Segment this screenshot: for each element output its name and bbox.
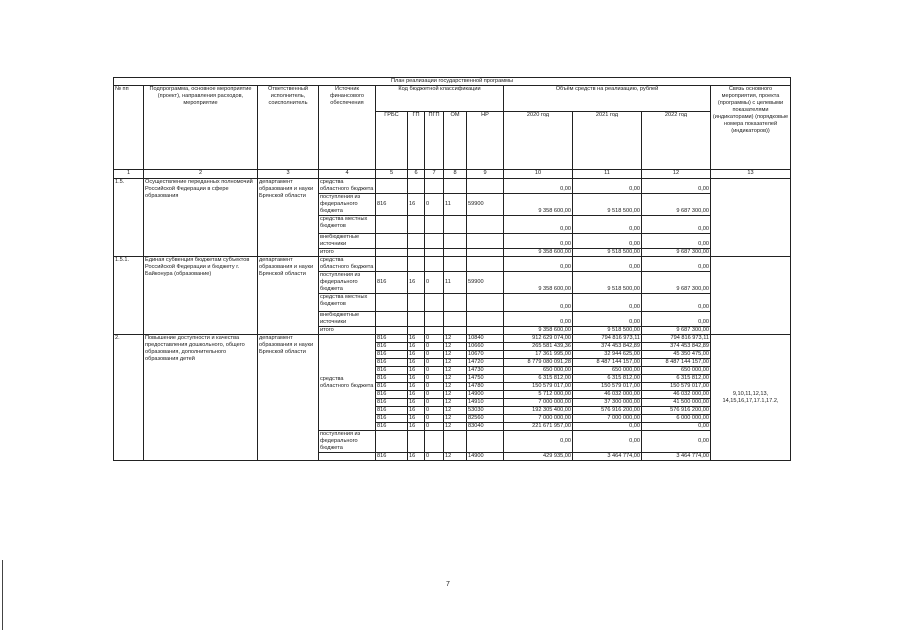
grbs-code	[376, 234, 408, 249]
nr-code: 14730	[467, 367, 504, 375]
om-code: 12	[444, 343, 467, 351]
grbs-code: 816	[376, 272, 408, 294]
gp-code	[408, 249, 425, 257]
amount-2021: 37 300 000,00	[573, 399, 642, 407]
amount-2020: 0,00	[504, 234, 573, 249]
amount-2020: 0,00	[504, 257, 573, 272]
grbs-code: 816	[376, 351, 408, 359]
colnum-cell: 12	[642, 170, 711, 179]
pgp-code	[425, 257, 444, 272]
amount-2020: 650 000,00	[504, 367, 573, 375]
gp-code	[408, 179, 425, 194]
om-code: 11	[444, 194, 467, 216]
nr-code: 14780	[467, 383, 504, 391]
grbs-code: 816	[376, 407, 408, 415]
header-pgp: ПГП	[425, 112, 444, 170]
gp-code: 16	[408, 367, 425, 375]
funding-source: средства областного бюджета	[319, 335, 376, 431]
om-code: 12	[444, 391, 467, 399]
pgp-code: 0	[425, 335, 444, 343]
nr-code: 59900	[467, 194, 504, 216]
nr-code	[467, 257, 504, 272]
gp-code: 16	[408, 335, 425, 343]
nr-code: 82560	[467, 415, 504, 423]
pgp-code: 0	[425, 343, 444, 351]
funding-source: поступления из федерального бюджета	[319, 272, 376, 294]
om-code: 12	[444, 351, 467, 359]
nr-code: 14900	[467, 391, 504, 399]
amount-2021: 7 000 000,00	[573, 415, 642, 423]
pgp-code	[425, 294, 444, 312]
amount-2021: 3 464 774,00	[573, 453, 642, 461]
pgp-code: 0	[425, 423, 444, 431]
colnum-cell: 9	[467, 170, 504, 179]
nr-code: 14750	[467, 375, 504, 383]
funding-source: внебюджетные источники	[319, 234, 376, 249]
funding-source: итого	[319, 327, 376, 335]
amount-2022: 576 916 200,00	[642, 407, 711, 415]
indicator-link	[711, 257, 791, 335]
pgp-code	[425, 327, 444, 335]
gp-code: 16	[408, 375, 425, 383]
gp-code	[408, 216, 425, 234]
amount-2022: 41 500 000,00	[642, 399, 711, 407]
grbs-code	[376, 257, 408, 272]
amount-2020: 9 358 600,00	[504, 194, 573, 216]
header-year-2022: 2022 год	[642, 112, 711, 170]
amount-2021: 9 518 500,00	[573, 249, 642, 257]
gp-code: 16	[408, 407, 425, 415]
gp-code	[408, 327, 425, 335]
om-code	[444, 312, 467, 327]
amount-2022: 6 315 812,00	[642, 375, 711, 383]
amount-2020: 9 358 600,00	[504, 327, 573, 335]
amount-2020: 0,00	[504, 216, 573, 234]
nr-code: 59900	[467, 272, 504, 294]
amount-2021: 0,00	[573, 216, 642, 234]
amount-2022: 9 687 300,00	[642, 249, 711, 257]
colnum-cell: 10	[504, 170, 573, 179]
amount-2021: 150 579 017,00	[573, 383, 642, 391]
grbs-code: 816	[376, 423, 408, 431]
amount-2020: 7 000 000,00	[504, 399, 573, 407]
amount-2020: 265 581 439,36	[504, 343, 573, 351]
amount-2020: 0,00	[504, 431, 573, 453]
header-budget-code: Код бюджетной классификации	[376, 86, 504, 112]
empty-code-cell	[376, 431, 408, 453]
amount-2020: 150 579 017,00	[504, 383, 573, 391]
grbs-code	[376, 249, 408, 257]
grbs-code: 816	[376, 343, 408, 351]
amount-2022: 0,00	[642, 431, 711, 453]
amount-2020: 6 315 812,00	[504, 375, 573, 383]
nr-code	[467, 249, 504, 257]
amount-2020: 9 358 600,00	[504, 272, 573, 294]
nr-code: 83040	[467, 423, 504, 431]
pgp-code	[425, 179, 444, 194]
amount-2022: 45 350 475,00	[642, 351, 711, 359]
om-code	[444, 234, 467, 249]
om-code: 12	[444, 375, 467, 383]
implementation-plan-table	[113, 77, 791, 461]
header-volume: Объём средств на реализацию, рублей	[504, 86, 711, 112]
amount-2022: 8 487 144 157,00	[642, 359, 711, 367]
gp-code	[408, 257, 425, 272]
funding-source	[319, 453, 376, 461]
nr-code: 10840	[467, 335, 504, 343]
pgp-code: 0	[425, 375, 444, 383]
scan-margin-line	[2, 560, 3, 630]
header-grbs: ГРБС	[376, 112, 408, 170]
grbs-code: 816	[376, 359, 408, 367]
nr-code	[467, 179, 504, 194]
funding-source: средства областного бюджета	[319, 257, 376, 272]
table-row	[114, 257, 791, 272]
amount-2021: 0,00	[573, 257, 642, 272]
amount-2021: 9 518 500,00	[573, 272, 642, 294]
amount-2020: 9 358 600,00	[504, 249, 573, 257]
pgp-code: 0	[425, 359, 444, 367]
empty-code-cell	[444, 431, 467, 453]
amount-2022: 6 000 000,00	[642, 415, 711, 423]
funding-source: средства местных бюджетов	[319, 294, 376, 312]
colnum-cell: 6	[408, 170, 425, 179]
amount-2020: 912 629 074,00	[504, 335, 573, 343]
gp-code: 16	[408, 423, 425, 431]
om-code	[444, 249, 467, 257]
pgp-code: 0	[425, 272, 444, 294]
amount-2022: 0,00	[642, 216, 711, 234]
amount-2021: 0,00	[573, 179, 642, 194]
amount-2020: 0,00	[504, 294, 573, 312]
pgp-code	[425, 312, 444, 327]
amount-2022: 374 453 842,89	[642, 343, 711, 351]
amount-2020: 5 712 000,00	[504, 391, 573, 399]
amount-2021: 576 916 200,00	[573, 407, 642, 415]
om-code	[444, 294, 467, 312]
colnum-cell: 3	[258, 170, 319, 179]
activity-name: Осуществление переданных полномочий Российской Федерации в сфере образования	[144, 179, 258, 257]
table-row	[114, 335, 791, 343]
pgp-code	[425, 234, 444, 249]
nr-code: 53030	[467, 407, 504, 415]
empty-code-cell	[467, 431, 504, 453]
grbs-code	[376, 216, 408, 234]
amount-2021: 374 453 842,89	[573, 343, 642, 351]
amount-2021: 650 000,00	[573, 367, 642, 375]
pgp-code	[425, 249, 444, 257]
responsible-executor: департамент образования и науки Брянской области	[258, 257, 319, 335]
amount-2022: 0,00	[642, 423, 711, 431]
amount-2021: 0,00	[573, 294, 642, 312]
amount-2022: 650 000,00	[642, 367, 711, 375]
gp-code: 16	[408, 383, 425, 391]
nr-code	[467, 216, 504, 234]
funding-source: итого	[319, 249, 376, 257]
amount-2021: 0,00	[573, 312, 642, 327]
nr-code: 10670	[467, 351, 504, 359]
gp-code: 16	[408, 351, 425, 359]
header-year-2021: 2021 год	[573, 112, 642, 170]
grbs-code: 816	[376, 415, 408, 423]
header-source: Источник финансового обеспечения	[319, 86, 376, 170]
amount-2022: 0,00	[642, 312, 711, 327]
nr-code	[467, 312, 504, 327]
funding-source: средства областного бюджета	[319, 179, 376, 194]
pgp-code: 0	[425, 407, 444, 415]
grbs-code	[376, 312, 408, 327]
gp-code: 16	[408, 343, 425, 351]
header-gp: ГП	[408, 112, 425, 170]
pgp-code: 0	[425, 453, 444, 461]
amount-2020: 0,00	[504, 312, 573, 327]
om-code: 12	[444, 359, 467, 367]
om-code: 12	[444, 423, 467, 431]
grbs-code: 816	[376, 367, 408, 375]
nr-code: 14900	[467, 453, 504, 461]
amount-2022: 9 687 300,00	[642, 194, 711, 216]
om-code	[444, 216, 467, 234]
grbs-code	[376, 327, 408, 335]
colnum-cell: 11	[573, 170, 642, 179]
grbs-code: 816	[376, 335, 408, 343]
amount-2021: 9 518 500,00	[573, 327, 642, 335]
row-number: 1.5.	[114, 179, 144, 257]
amount-2021: 0,00	[573, 423, 642, 431]
amount-2020: 192 305 400,00	[504, 407, 573, 415]
amount-2020: 0,00	[504, 179, 573, 194]
colnum-cell: 4	[319, 170, 376, 179]
om-code: 12	[444, 399, 467, 407]
amount-2021: 8 487 144 157,00	[573, 359, 642, 367]
funding-source: средства местных бюджетов	[319, 216, 376, 234]
gp-code	[408, 294, 425, 312]
funding-source: поступления из федерального бюджета	[319, 194, 376, 216]
grbs-code: 816	[376, 399, 408, 407]
om-code: 11	[444, 272, 467, 294]
gp-code: 16	[408, 391, 425, 399]
amount-2021: 0,00	[573, 234, 642, 249]
responsible-executor: департамент образования и науки Брянской области	[258, 179, 319, 257]
pgp-code: 0	[425, 415, 444, 423]
pgp-code: 0	[425, 194, 444, 216]
activity-name: Единая субвенция бюджетам субъектов Российской Федерации и бюджету г. Байконура (образование)	[144, 257, 258, 335]
colnum-cell: 5	[376, 170, 408, 179]
amount-2020: 17 361 995,00	[504, 351, 573, 359]
header-nr: НР	[467, 112, 504, 170]
amount-2021: 9 518 500,00	[573, 194, 642, 216]
pgp-code: 0	[425, 351, 444, 359]
header-om: ОМ	[444, 112, 467, 170]
om-code	[444, 327, 467, 335]
row-number: 2.	[114, 335, 144, 461]
amount-2021: 794 816 973,11	[573, 335, 642, 343]
colnum-cell: 13	[711, 170, 791, 179]
amount-2021: 6 315 812,00	[573, 375, 642, 383]
amount-2022: 0,00	[642, 179, 711, 194]
om-code: 12	[444, 415, 467, 423]
grbs-code: 816	[376, 383, 408, 391]
funding-source: внебюджетные источники	[319, 312, 376, 327]
grbs-code	[376, 294, 408, 312]
amount-2022: 794 816 973,11	[642, 335, 711, 343]
colnum-cell: 7	[425, 170, 444, 179]
om-code: 12	[444, 335, 467, 343]
colnum-cell: 8	[444, 170, 467, 179]
gp-code: 16	[408, 453, 425, 461]
om-code: 12	[444, 407, 467, 415]
grbs-code	[376, 179, 408, 194]
colnum-cell: 2	[144, 170, 258, 179]
amount-2020: 429 935,00	[504, 453, 573, 461]
nr-code	[467, 234, 504, 249]
gp-code: 16	[408, 272, 425, 294]
page-number: 7	[446, 581, 450, 588]
om-code: 12	[444, 367, 467, 375]
gp-code: 16	[408, 399, 425, 407]
grbs-code: 816	[376, 194, 408, 216]
funding-source: поступления из федерального бюджета	[319, 431, 376, 453]
pgp-code: 0	[425, 399, 444, 407]
amount-2022: 0,00	[642, 234, 711, 249]
gp-code: 16	[408, 194, 425, 216]
nr-code	[467, 294, 504, 312]
amount-2022: 0,00	[642, 257, 711, 272]
amount-2021: 0,00	[573, 431, 642, 453]
grbs-code: 816	[376, 453, 408, 461]
amount-2021: 32 944 625,00	[573, 351, 642, 359]
header-responsible: Ответственный исполнитель, соисполнитель	[258, 86, 319, 170]
nr-code: 14720	[467, 359, 504, 367]
grbs-code: 816	[376, 375, 408, 383]
amount-2022: 46 032 000,00	[642, 391, 711, 399]
gp-code	[408, 234, 425, 249]
grbs-code: 816	[376, 391, 408, 399]
amount-2022: 0,00	[642, 294, 711, 312]
table-title: План реализации государственной программы	[114, 78, 791, 86]
pgp-code: 0	[425, 367, 444, 375]
amount-2021: 46 032 000,00	[573, 391, 642, 399]
header-link: Связь основного мероприятия, проекта (программы) с целевыми показателями (индикаторами) (порядковые номера показателей (индикаторов))	[711, 86, 791, 170]
header-num: № пп	[114, 86, 144, 170]
responsible-executor: департамент образования и науки Брянской области	[258, 335, 319, 461]
om-code: 12	[444, 453, 467, 461]
activity-name: Повышение доступности и качества предоставления дошкольного, общего образования, дополнительного образования детей	[144, 335, 258, 461]
amount-2022: 3 464 774,00	[642, 453, 711, 461]
nr-code: 14910	[467, 399, 504, 407]
pgp-code	[425, 216, 444, 234]
row-number: 1.5.1.	[114, 257, 144, 335]
om-code	[444, 179, 467, 194]
nr-code: 10660	[467, 343, 504, 351]
gp-code: 16	[408, 415, 425, 423]
pgp-code: 0	[425, 391, 444, 399]
amount-2020: 7 000 000,00	[504, 415, 573, 423]
amount-2022: 150 579 017,00	[642, 383, 711, 391]
table-row	[114, 179, 791, 194]
empty-code-cell	[425, 431, 444, 453]
header-year-2020: 2020 год	[504, 112, 573, 170]
om-code	[444, 257, 467, 272]
amount-2020: 8 779 080 091,28	[504, 359, 573, 367]
amount-2022: 9 687 300,00	[642, 327, 711, 335]
nr-code	[467, 327, 504, 335]
indicator-link: 9,10,11,12,13, 14,15,16,17,17.1,17.2,	[711, 335, 791, 461]
colnum-cell: 1	[114, 170, 144, 179]
gp-code: 16	[408, 359, 425, 367]
om-code: 12	[444, 383, 467, 391]
empty-code-cell	[408, 431, 425, 453]
amount-2022: 9 687 300,00	[642, 272, 711, 294]
pgp-code: 0	[425, 383, 444, 391]
header-subprogram: Подпрограмма, основное мероприятие (проект), направления расходов, мероприятие	[144, 86, 258, 170]
gp-code	[408, 312, 425, 327]
indicator-link	[711, 179, 791, 257]
amount-2020: 221 671 957,00	[504, 423, 573, 431]
